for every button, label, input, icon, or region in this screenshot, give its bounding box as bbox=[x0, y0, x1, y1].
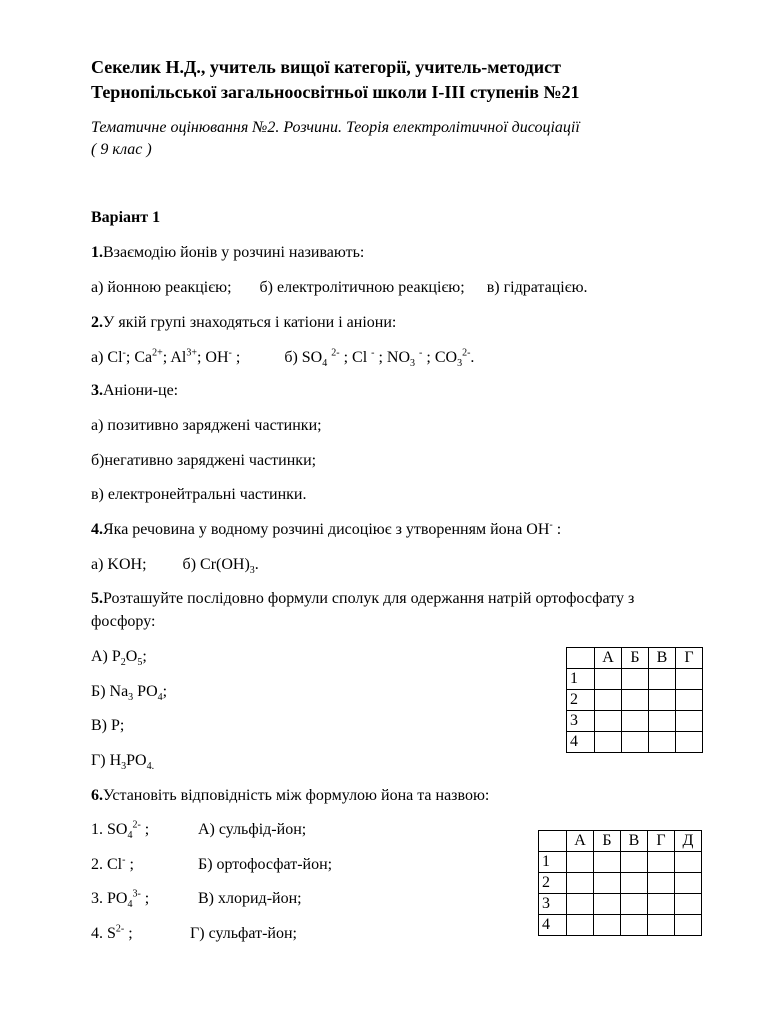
q6-left-3: 3. $PO_4^{3-}$ ; bbox=[91, 888, 150, 911]
grade-label: ( 9 клас ) bbox=[91, 141, 152, 158]
question-5: 5.Розташуйте послідовно формули сполук для одержання натрій ортофосфату з bbox=[91, 590, 635, 607]
variant-title: Варіант 1 bbox=[91, 209, 161, 226]
q1-option-b: б) електролітичною реакцією; bbox=[259, 279, 465, 296]
q2-option-a: а) Cl-; $Ca^{2+}$; $Al^{3+}$; OH- ; bbox=[91, 347, 241, 366]
table5-col-b: Б bbox=[622, 648, 649, 669]
table6-row-3: 3 bbox=[539, 894, 567, 915]
table5-row-3: 3 bbox=[567, 711, 595, 732]
q6-right-b: Б) ортофосфат-йон; bbox=[198, 856, 333, 873]
q2-option-b: б) $SO_4$ $^{2-}$ ; Cl - ; $NO_3$ - ; $CO_3^{2-}$. bbox=[284, 347, 475, 370]
table6-col-d: Г bbox=[648, 831, 675, 852]
question-1: 1.Взаємодію йонів у розчині називають: bbox=[91, 244, 365, 261]
q3-option-b: б)негативно заряджені частинки; bbox=[91, 452, 317, 469]
answer-table-5 bbox=[566, 647, 703, 753]
question-4-options bbox=[91, 555, 259, 575]
table5-col-c: В bbox=[649, 648, 676, 669]
question-3: 3.Аніони-це: bbox=[91, 382, 179, 399]
school-line: Тернопільської загальноосвітньої школи І-ІІІ ступенів №21 bbox=[91, 82, 580, 102]
table6-row-4: 4 bbox=[539, 915, 567, 936]
q1-option-a: а) йонною реакцією; bbox=[91, 279, 232, 296]
table6-row-1: 1 bbox=[539, 852, 567, 873]
question-6: 6.Установіть відповідність між формулою йона та назвою: bbox=[91, 787, 490, 804]
q1-option-c: в) гідратацією. bbox=[486, 279, 588, 296]
q6-right-d: Г) сульфат-йон; bbox=[190, 925, 297, 942]
q5-option-b: Б) $Na_3$ $PO_4$; bbox=[91, 683, 168, 704]
question-2-options bbox=[91, 348, 474, 368]
table6-col-a: А bbox=[567, 831, 594, 852]
table6-col-b: Б bbox=[594, 831, 621, 852]
table5-row-1: 1 bbox=[567, 669, 595, 690]
question-1-options bbox=[91, 278, 588, 298]
answer-table-6 bbox=[538, 830, 702, 936]
table6-col-c: В bbox=[621, 831, 648, 852]
table5-row-2: 2 bbox=[567, 690, 595, 711]
q6-left-2: 2. Cl- ; bbox=[91, 854, 134, 873]
question-4: 4.Яка речовина у водному розчині дисоціює з утворенням йона OH- : bbox=[91, 519, 562, 538]
q6-right-c: В) хлорид-йон; bbox=[198, 890, 302, 907]
q3-option-a: а) позитивно заряджені частинки; bbox=[91, 417, 322, 434]
q6-left-4: 4. $S^{2-}$ ; bbox=[91, 923, 133, 942]
q5-option-c: В) P; bbox=[91, 717, 125, 734]
question-2: 2.У якій групі знаходяться і катіони і аніони: bbox=[91, 314, 397, 331]
q4-option-a: а) KOH; bbox=[91, 556, 147, 573]
author-line: Секелик Н.Д., учитель вищої категорії, учитель-методист bbox=[91, 57, 561, 77]
q5-option-a: А) $P_2O_5$; bbox=[91, 648, 147, 669]
q6-right-a: А) сульфід-йон; bbox=[198, 821, 307, 838]
q3-option-c: в) електронейтральні частинки. bbox=[91, 486, 307, 503]
table6-col-e: Д bbox=[675, 831, 702, 852]
q5-option-d: Г) $H_3PO_{4.}$ bbox=[91, 752, 155, 773]
table6-row-2: 2 bbox=[539, 873, 567, 894]
table5-col-d: Г bbox=[676, 648, 703, 669]
question-5-cont: фосфору: bbox=[91, 613, 156, 630]
table5-row-4: 4 bbox=[567, 732, 595, 753]
q4-option-b: б) $Cr(OH)_3$. bbox=[182, 556, 259, 577]
q6-left-1: 1. $SO_4^{2-}$ ; bbox=[91, 819, 150, 842]
table5-col-a: А bbox=[595, 648, 622, 669]
test-title: Тематичне оцінювання №2. Розчини. Теорія електролітичної дисоціації bbox=[91, 119, 580, 136]
